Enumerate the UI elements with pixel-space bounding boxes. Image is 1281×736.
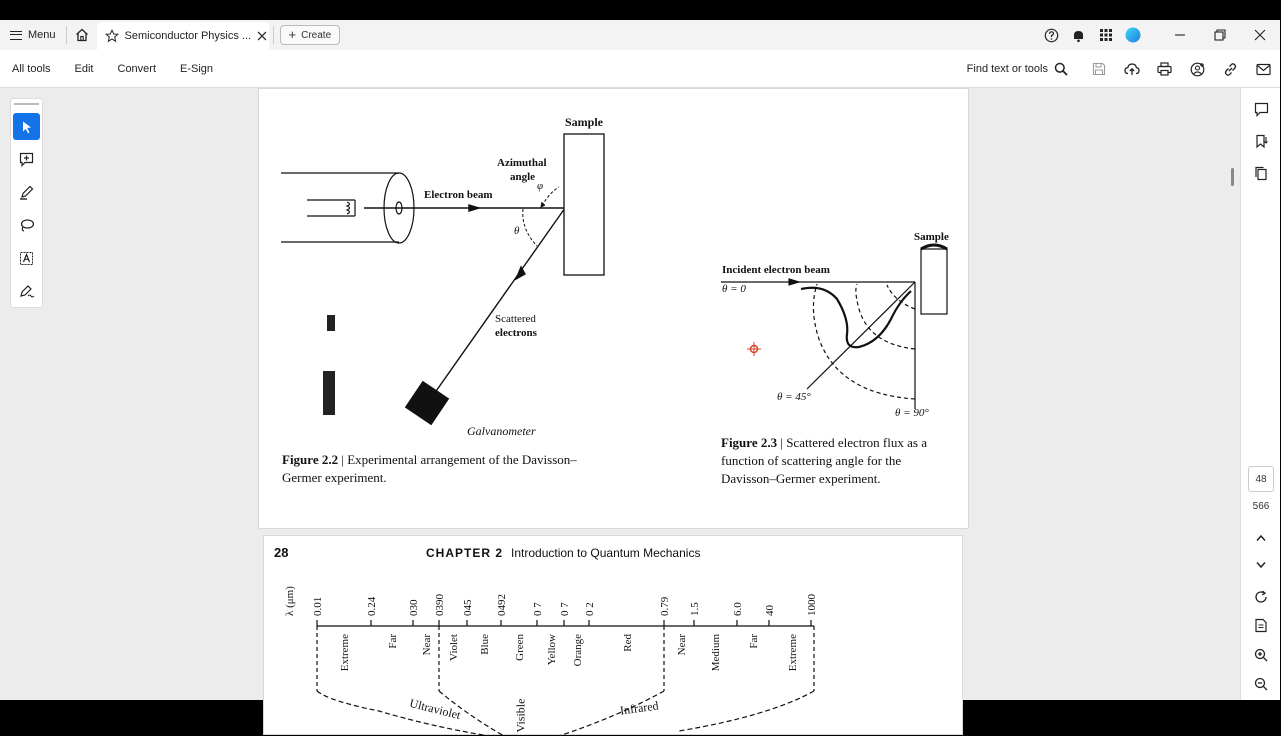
spectrum-band-label: Far [748, 634, 760, 649]
page-settings-icon [1254, 618, 1268, 633]
fig22-label-azimuthal: Azimuthal [497, 157, 547, 169]
fig22-label-galvanometer: Galvanometer [467, 424, 536, 438]
menu-button[interactable] [0, 20, 66, 50]
text-tool[interactable] [13, 245, 40, 272]
tab-document[interactable] [97, 22, 269, 50]
chevron-down-icon [1255, 561, 1267, 569]
text-box-icon [19, 251, 34, 266]
fig22-label-sample: Sample [565, 115, 604, 129]
bell-icon [1071, 28, 1086, 43]
spectrum-tick-label: 1.5 [689, 602, 701, 616]
fig22-label-scattered: Scattered [495, 313, 536, 325]
menu-all-tools[interactable]: All tools [12, 62, 51, 75]
create-button[interactable] [280, 25, 341, 45]
quick-tools-panel [10, 98, 43, 308]
spectrum-tick-label: 0 7 [532, 602, 544, 616]
spectrum-tick-label: 0.79 [659, 596, 671, 616]
fig23-label-incident: Incident electron beam [722, 264, 830, 276]
zoom-out-button[interactable] [1241, 670, 1281, 698]
comment-icon [1254, 102, 1269, 117]
minimize-icon [1174, 29, 1186, 41]
previous-page-button[interactable] [1241, 524, 1281, 552]
bookmarks-panel-button[interactable] [1241, 125, 1281, 157]
highlight-tool[interactable] [13, 179, 40, 206]
document-workspace [0, 88, 1280, 733]
lasso-icon [19, 218, 35, 233]
dark-mark-2 [323, 371, 335, 415]
pdf-page-28 [263, 535, 963, 735]
copy-link-button[interactable] [1214, 50, 1247, 88]
group-visible: Visible [513, 698, 528, 733]
figure-2-2-caption: Figure 2.2 | Experimental arrangement of the Davisson–Germer experiment. [282, 452, 577, 485]
spectrum-band-label: Violet [448, 634, 460, 661]
fig22-label-angle: angle [510, 171, 536, 183]
draw-tool[interactable] [13, 212, 40, 239]
page-display-button[interactable] [1241, 611, 1281, 639]
email-button[interactable] [1247, 50, 1280, 88]
spectrum-band-label: Blue [479, 634, 491, 655]
spectrum-tick-label: 0390 [434, 594, 446, 616]
printer-icon [1157, 62, 1172, 76]
mail-icon [1256, 63, 1271, 76]
fig23-label-sample: Sample [914, 231, 949, 243]
spectrum-band-label: Medium [710, 634, 722, 672]
fig23-label-theta90: θ = 90° [895, 407, 929, 419]
cursor-crosshair-icon [747, 342, 761, 356]
spectrum-band-label: Extreme [339, 634, 351, 672]
spectrum-band-label: Near [676, 634, 688, 656]
chevron-up-icon [1255, 534, 1267, 542]
tab-bar [0, 20, 1280, 50]
notifications-button[interactable] [1065, 20, 1092, 50]
beam-lines [364, 205, 565, 394]
panel-grip[interactable] [14, 103, 39, 105]
spectrum-band-label: Yellow [546, 634, 558, 666]
refresh-icon [1254, 590, 1268, 604]
restore-icon [1214, 29, 1226, 41]
comment-plus-icon [19, 152, 34, 167]
apps-grid-icon [1099, 28, 1113, 42]
bookmark-icon [1254, 134, 1269, 149]
divider [273, 26, 274, 44]
spectrum-tick-label: 0.01 [312, 596, 324, 616]
pages-icon [1254, 166, 1269, 181]
pen-icon [19, 185, 34, 200]
spectrum-tick-label: 0492 [496, 594, 508, 616]
angle-arcs [523, 187, 559, 246]
find-text-or-tools[interactable] [967, 62, 1068, 76]
spectrum-tick-label: 40 [764, 605, 776, 616]
spectrum-tick-label: 6.0 [732, 602, 744, 616]
search-icon [1054, 62, 1068, 76]
fig22-caption-num: Figure 2.2 [282, 452, 339, 467]
figure-2-2-diagram [259, 89, 639, 439]
help-button[interactable] [1038, 20, 1065, 50]
chapter-title: Introduction to Quantum Mechanics [511, 546, 701, 560]
galvanometer-box [405, 381, 449, 425]
zoom-out-icon [1254, 677, 1268, 691]
vertical-scrollbar-thumb[interactable] [1231, 168, 1234, 186]
fig22-label-electrons: electrons [495, 327, 537, 339]
total-pages: 566 [1252, 501, 1270, 512]
pdf-page-figures [258, 88, 969, 529]
main-toolbar [0, 50, 1280, 88]
star-icon[interactable] [105, 29, 119, 43]
toolbar-right [967, 50, 1280, 88]
find-label: Find text or tools [966, 63, 1048, 75]
hamburger-icon [10, 31, 22, 40]
link-icon [1223, 62, 1238, 77]
current-page-input[interactable]: 48 [1248, 466, 1274, 492]
sign-tool[interactable] [13, 278, 40, 305]
apps-button[interactable] [1092, 20, 1119, 50]
comments-panel-button[interactable] [1241, 93, 1281, 125]
minimize-button[interactable] [1160, 20, 1200, 50]
menu-edit[interactable]: Edit [74, 62, 94, 75]
spectrum-tick-label: 0 7 [559, 602, 571, 616]
page-number: 28 [274, 545, 289, 560]
spectrum-tick-label: 045 [462, 599, 474, 616]
fig22-caption-text: Experimental arrangement of the Davisson–Germer experiment. [282, 452, 577, 485]
restore-button[interactable] [1200, 20, 1240, 50]
figure-2-3-diagram [719, 229, 969, 429]
plus-icon: + [288, 27, 297, 42]
upload-button[interactable] [1115, 50, 1148, 88]
spectrum-tick-label: 0.24 [366, 596, 378, 616]
spectrum-tick-label: 030 [408, 599, 420, 616]
share-button[interactable] [1181, 50, 1214, 88]
menu-e-sign[interactable]: E-Sign [180, 62, 214, 75]
spectrum-band-label: Extreme [787, 634, 799, 672]
close-icon [1254, 29, 1266, 41]
spectrum-band-label: Near [421, 634, 433, 656]
fig23-label-theta0: θ = 0 [722, 283, 746, 295]
select-tool[interactable] [13, 113, 40, 140]
print-button[interactable] [1148, 50, 1181, 88]
next-page-button[interactable] [1241, 551, 1281, 579]
spectrum-diagram [289, 586, 849, 736]
save-button[interactable] [1082, 50, 1115, 88]
fig22-label-electron-beam: Electron beam [424, 189, 493, 201]
spectrum-tick-label: 0 2 [584, 602, 596, 616]
home-button[interactable] [67, 20, 97, 50]
spectrum-band-label: Green [514, 634, 526, 661]
spectrum-axis-label: λ (μm) [284, 586, 296, 616]
dark-mark-1 [327, 315, 335, 331]
sample-block [564, 134, 604, 275]
avatar-icon [1125, 27, 1141, 43]
tab-title: Semiconductor Physics ... [124, 30, 252, 42]
chapter-label: CHAPTER 2 [426, 546, 504, 560]
close-tab-icon[interactable] [257, 31, 267, 41]
close-window-button[interactable] [1240, 20, 1280, 50]
pdf-viewer-app [0, 20, 1280, 733]
fig23-caption-num: Figure 2.3 [721, 435, 778, 450]
group-ultraviolet: Ultraviolet [408, 695, 463, 723]
account-button[interactable] [1119, 20, 1146, 50]
fig23-caption-text: Scattered electron flux as a function of scattering angle for the Davisson–Germer experiment. [721, 435, 927, 486]
fig23-label-theta45: θ = 45° [777, 391, 811, 403]
fig22-label-phi: φ [537, 180, 544, 192]
figure-2-3-caption: Figure 2.3 | Scattered electron flux as a function of scattering angle for the Davisson–Germer experiment. [721, 435, 927, 486]
top-right-controls [1038, 20, 1280, 50]
fig22-label-theta: θ [514, 225, 520, 237]
help-icon [1044, 28, 1059, 43]
add-comment-tool[interactable] [13, 146, 40, 173]
menu-convert[interactable]: Convert [117, 62, 157, 75]
home-icon [75, 28, 89, 42]
right-side-panel [1240, 88, 1280, 700]
zoom-in-button[interactable] [1241, 641, 1281, 669]
cursor-arrow-icon [20, 120, 34, 134]
refresh-button[interactable] [1241, 583, 1281, 611]
spectrum-band-label: Red [622, 634, 634, 652]
spectrum-tick-label: 1000 [806, 594, 818, 616]
signature-pen-icon [19, 284, 35, 299]
create-label: Create [301, 29, 332, 41]
save-icon [1092, 62, 1106, 76]
spectrum-band-label: Orange [572, 634, 584, 667]
share-user-icon [1190, 62, 1206, 77]
menu-label: Menu [28, 29, 56, 41]
cloud-upload-icon [1124, 62, 1140, 76]
pages-panel-button[interactable] [1241, 157, 1281, 189]
group-infrared: Infrared [619, 698, 660, 718]
chapter-heading [426, 546, 700, 560]
spectrum-band-label: Far [387, 634, 399, 649]
zoom-in-icon [1254, 648, 1268, 662]
